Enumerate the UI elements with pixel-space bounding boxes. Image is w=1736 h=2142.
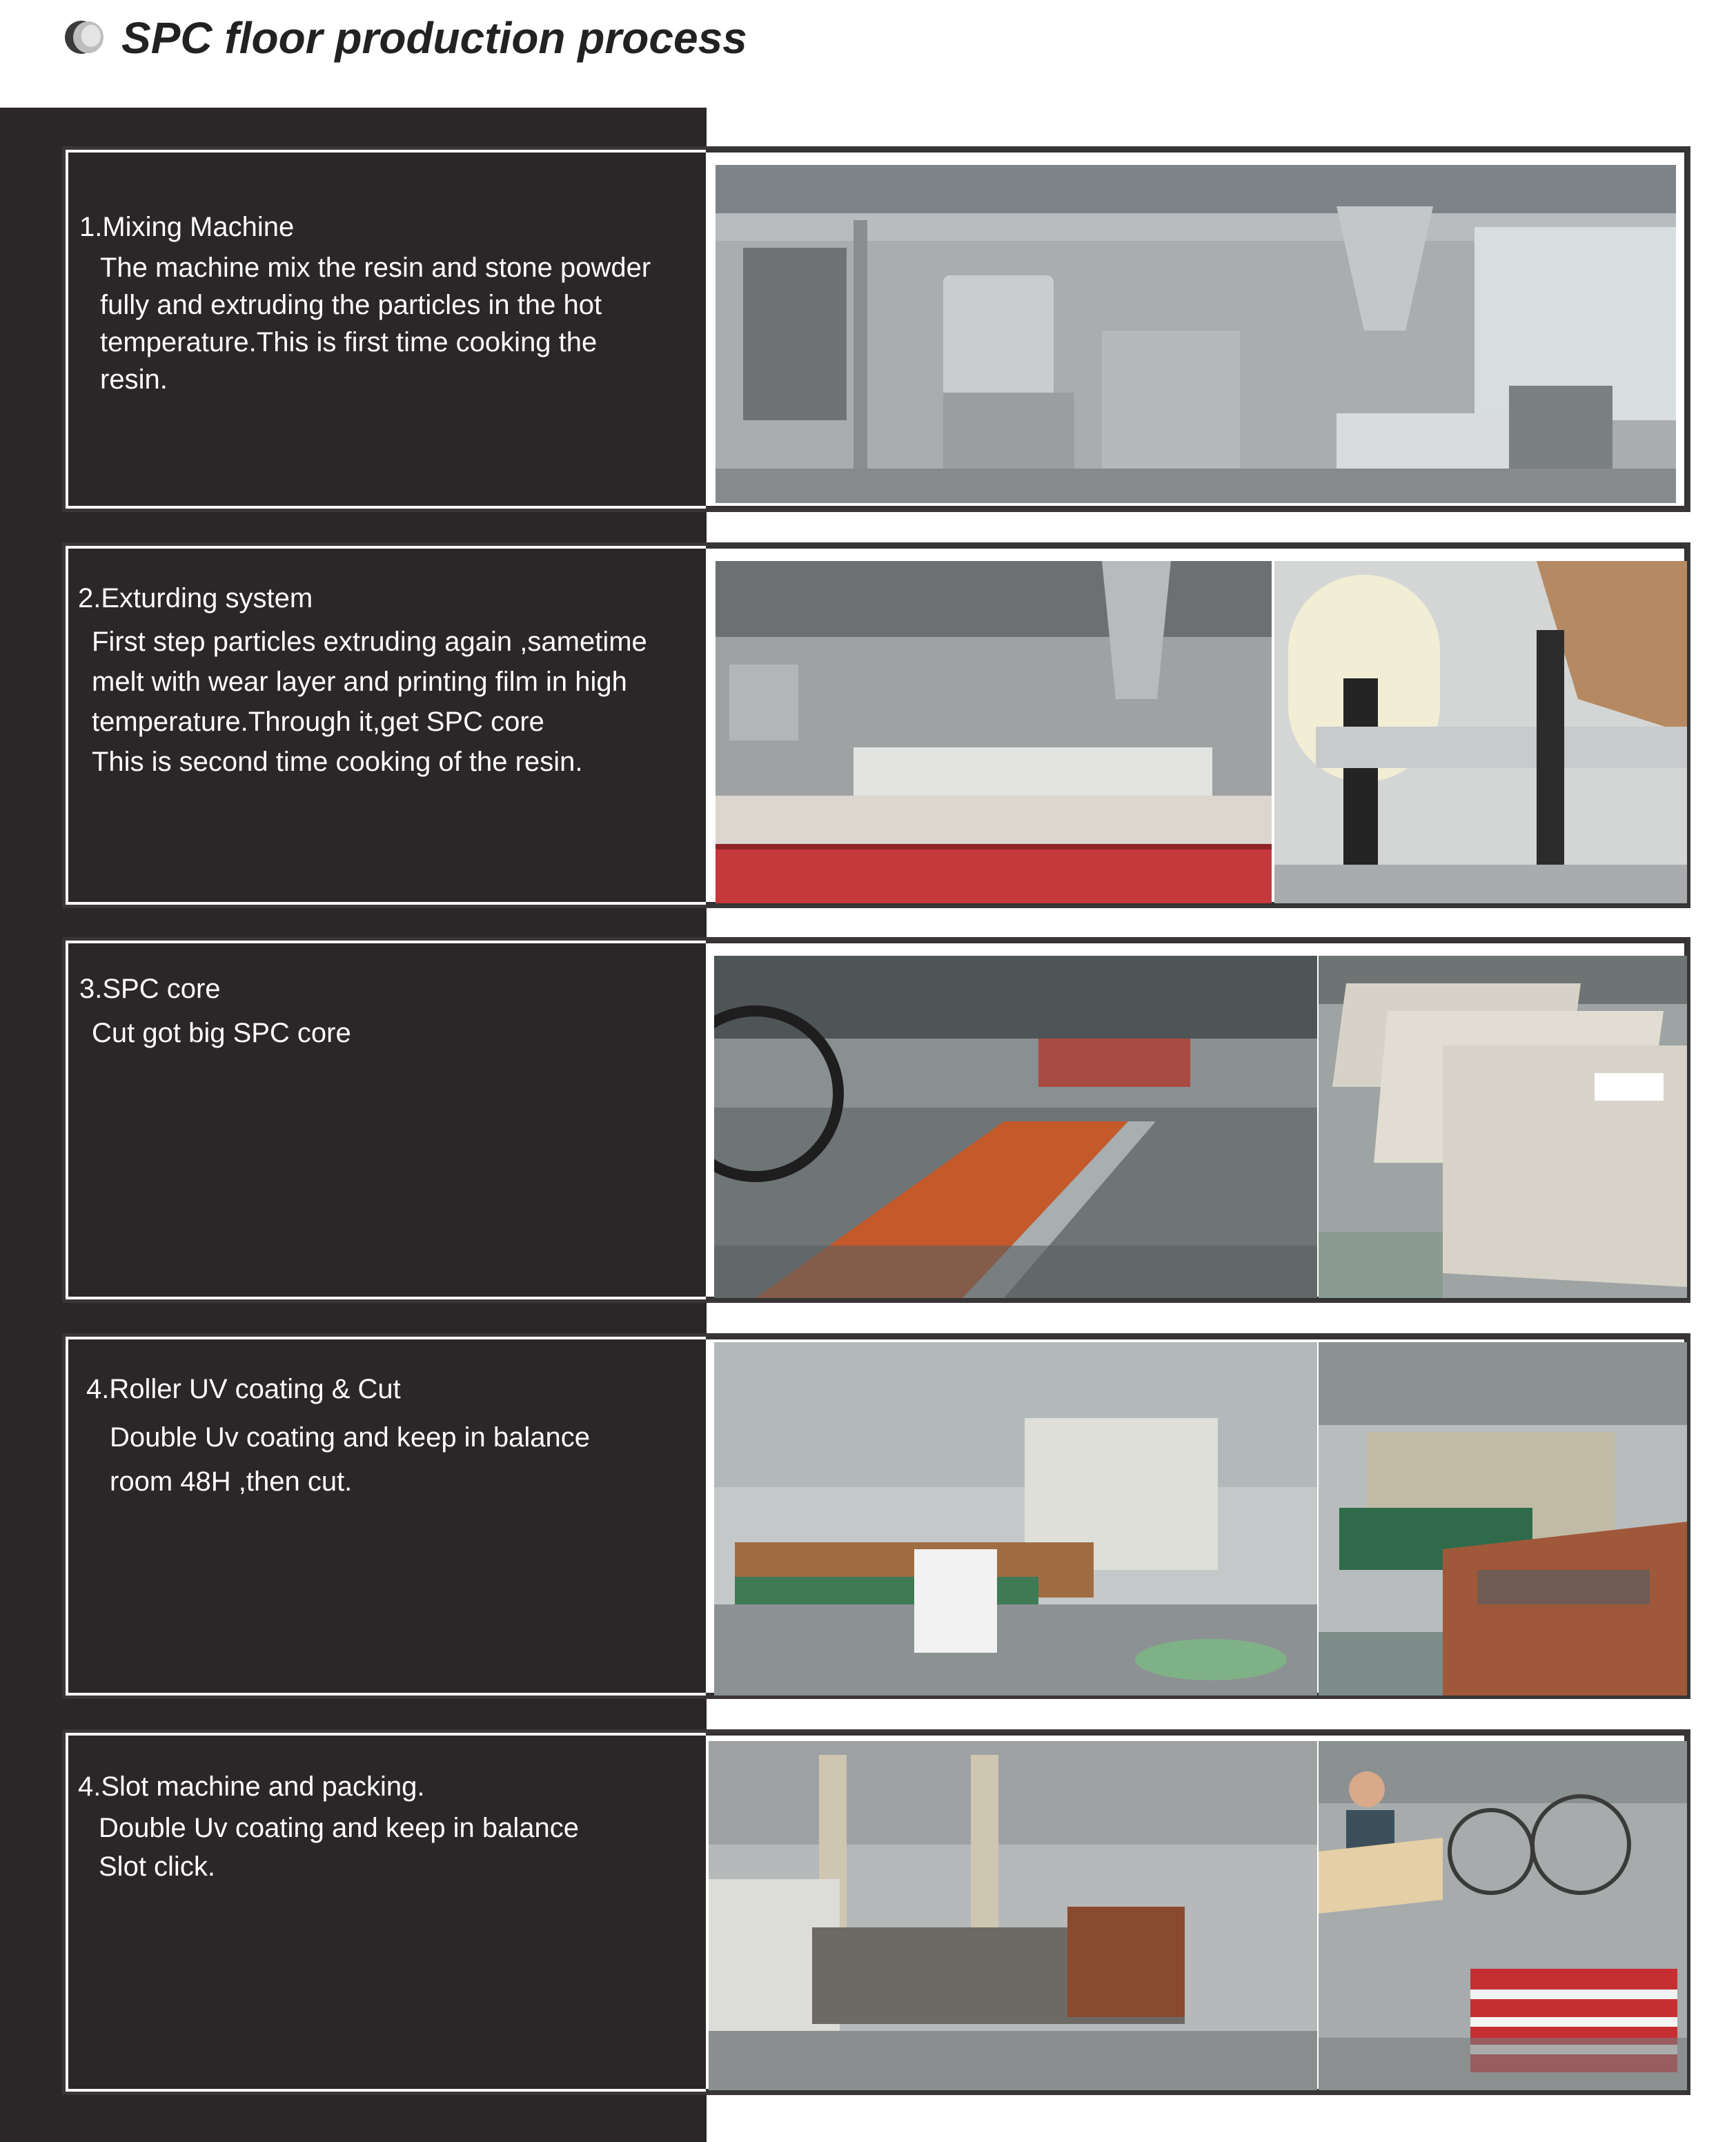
step-description: First step particles extruding again ,sametime melt with wear layer and printing film in high temperature.Through it,get SPC core This is second time cooking of the resin. bbox=[92, 627, 647, 777]
spc-core-stacks-photo bbox=[1319, 956, 1687, 1298]
packing-photo bbox=[1319, 1741, 1687, 2090]
page-title: SPC floor production process bbox=[121, 13, 747, 63]
step-card-slot-machine-packing bbox=[62, 1729, 1690, 2095]
step-card-roller-uv-coating bbox=[62, 1333, 1690, 1699]
page-header bbox=[0, 0, 1736, 97]
step-text-box bbox=[66, 1733, 711, 2092]
step-text-box bbox=[66, 1337, 711, 1696]
step-card-extruding-system bbox=[62, 542, 1690, 908]
step-text-box bbox=[66, 150, 711, 509]
mixing-machine-photo bbox=[716, 165, 1676, 503]
step-title: 4.Slot machine and packing. bbox=[78, 1771, 425, 1802]
extruder-line-photo bbox=[716, 561, 1272, 903]
step-title: 3.SPC core bbox=[79, 974, 221, 1004]
step-description: The machine mix the resin and stone powder fully and extruding the particles in the hot temperature.This is first time cooking the resin. bbox=[100, 253, 651, 395]
step-card-spc-core bbox=[62, 937, 1690, 1303]
step-text-box bbox=[66, 941, 711, 1299]
step-photo-area bbox=[706, 546, 1687, 905]
disc-bullet-icon bbox=[63, 19, 106, 55]
step-photo-area bbox=[706, 941, 1687, 1299]
cutting-machine-photo bbox=[1319, 1342, 1687, 1696]
step-text-box bbox=[66, 546, 711, 905]
slot-machine-photo bbox=[709, 1741, 1317, 2090]
step-title: 1.Mixing Machine bbox=[79, 212, 295, 242]
step-card-mixing-machine bbox=[62, 146, 1690, 512]
uv-coating-line-photo bbox=[714, 1342, 1317, 1696]
spc-core-conveyor-photo bbox=[714, 956, 1317, 1298]
step-photo-area bbox=[706, 1733, 1687, 2092]
step-photo-area bbox=[706, 150, 1687, 509]
step-description: Double Uv coating and keep in balance Slot click. bbox=[99, 1813, 580, 1882]
step-photo-area bbox=[706, 1337, 1687, 1696]
step-description: Cut got big SPC core bbox=[92, 1018, 351, 1048]
step-title: 2.Exturding system bbox=[78, 583, 313, 613]
step-title: 4.Roller UV coating & Cut bbox=[86, 1374, 401, 1404]
step-description: Double Uv coating and keep in balance room 48H ,then cut. bbox=[110, 1422, 591, 1497]
film-roller-photo bbox=[1274, 561, 1687, 903]
